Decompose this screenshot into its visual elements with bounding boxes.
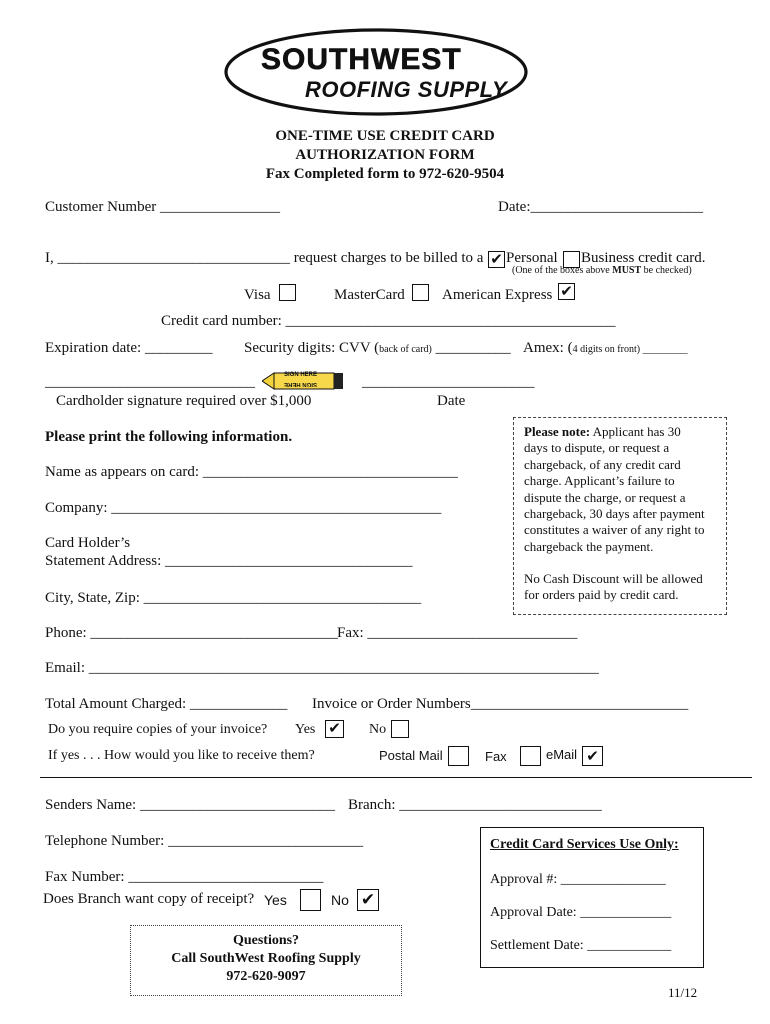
signature-line[interactable]: ____________________________: [45, 374, 255, 390]
logo-line1: SOUTHWEST: [261, 43, 462, 76]
receipt-no-checkbox[interactable]: [357, 889, 379, 911]
note-line: chargeback, of any credit card: [524, 456, 681, 472]
form-title: [0, 127, 770, 184]
amex-digits-field[interactable]: Amex: (4 digits on front) _________: [523, 340, 688, 356]
questions-box: [130, 925, 402, 996]
copies-question: Do you require copies of your invoice?: [48, 722, 268, 737]
note-line: chargeback the payment.: [524, 538, 654, 554]
fax-field[interactable]: Fax: ____________________________: [337, 625, 578, 641]
fax-option-checkbox[interactable]: [520, 746, 541, 766]
security-field[interactable]: Security digits: CVV (back of card) __________: [244, 340, 511, 356]
sender-name-field[interactable]: Senders Name: __________________________: [45, 797, 335, 813]
amex-label: American Express: [442, 287, 553, 303]
email-option-label: eMail: [546, 747, 578, 762]
note-line: dispute the charge, or request a: [524, 489, 686, 505]
receive-question: If yes . . . How would you like to receive them?: [48, 748, 315, 763]
name-on-card-field[interactable]: Name as appears on card: __________________________________: [45, 464, 458, 480]
invoice-numbers-field[interactable]: Invoice or Order Numbers_____________________________: [312, 696, 689, 712]
note-line: charge. Applicant’s failure to: [524, 473, 675, 489]
expiration-field[interactable]: Expiration date: _________: [45, 340, 213, 356]
mastercard-checkbox[interactable]: [412, 284, 429, 301]
approval-number-field[interactable]: Approval #: _______________: [490, 872, 666, 887]
note-line: chargeback, 30 days after payment: [524, 506, 705, 522]
amex-checkbox[interactable]: [558, 283, 575, 300]
phone-field[interactable]: Phone: _________________________________: [45, 625, 338, 641]
copies-yes-checkbox[interactable]: [325, 720, 344, 738]
fax-number-field[interactable]: Fax Number: __________________________: [45, 869, 324, 885]
city-state-zip-field[interactable]: City, State, Zip: _____________________________________: [45, 590, 422, 606]
email-field[interactable]: Email: ____________________________________________________________________: [45, 660, 599, 676]
note-box: [513, 417, 727, 615]
check-icon: ✔: [490, 250, 503, 268]
questions-heading: Questions?: [232, 933, 300, 948]
receipt-question: Does Branch want copy of receipt?: [43, 891, 255, 907]
personal-checkbox[interactable]: [488, 251, 505, 268]
note-text: [524, 424, 705, 555]
total-amount-field[interactable]: Total Amount Charged: _____________: [45, 696, 288, 712]
title-line1: ONE-TIME USE CREDIT CARD: [275, 128, 495, 144]
telephone-field[interactable]: Telephone Number: __________________________: [45, 833, 364, 849]
receipt-yes-checkbox[interactable]: [300, 889, 321, 911]
title-line2: AUTHORIZATION FORM: [295, 147, 475, 163]
cash-line: for orders paid by credit card.: [524, 587, 679, 603]
request-charges-field[interactable]: I, _______________________________ request charges to be billed to a: [45, 250, 484, 266]
questions-phone: 972-620-9097: [226, 969, 306, 984]
signature-date-line[interactable]: _______________________: [362, 374, 535, 390]
signature-date-label: Date: [437, 393, 466, 409]
title-line3: Fax Completed form to 972-620-9504: [265, 166, 505, 182]
date-field[interactable]: Date:_______________________: [498, 199, 703, 215]
mastercard-label: MasterCard: [334, 287, 405, 303]
visa-label: Visa: [244, 287, 271, 303]
note-line: days to dispute, or request a: [524, 440, 670, 456]
questions-company: Call SouthWest Roofing Supply: [171, 951, 361, 966]
copies-no-checkbox[interactable]: [391, 720, 409, 738]
approval-date-field[interactable]: Approval Date: _____________: [490, 905, 672, 920]
visa-checkbox[interactable]: [279, 284, 296, 301]
receipt-no-label: No: [331, 892, 349, 908]
personal-label: Personal: [506, 250, 558, 266]
business-label: Business credit card.: [581, 250, 706, 266]
postal-mail-checkbox[interactable]: [448, 746, 469, 766]
section-divider: [40, 777, 752, 778]
customer-number-field[interactable]: Customer Number ________________: [45, 199, 280, 215]
statement-address-field[interactable]: Statement Address: _________________________________: [45, 553, 413, 569]
company-field[interactable]: Company: ____________________________________________: [45, 500, 442, 516]
postal-mail-label: Postal Mail: [379, 748, 443, 763]
fax-option-label: Fax: [485, 749, 507, 764]
note-line: constitutes a waiver of any right to: [524, 522, 705, 538]
logo-line2: ROOFING SUPPLY: [305, 77, 508, 102]
sign-here-tab: [262, 371, 344, 391]
services-box: [480, 827, 704, 968]
branch-field[interactable]: Branch: ___________________________: [348, 797, 602, 813]
card-number-field[interactable]: Credit card number: ____________________________________________: [161, 313, 616, 329]
sign-here-bottom: SIGN HERE: [284, 381, 318, 387]
receipt-yes-label: Yes: [264, 892, 287, 908]
check-icon: ✔: [360, 890, 376, 910]
company-logo: [223, 27, 530, 117]
check-icon: ✔: [328, 719, 341, 737]
checkbox-note: (One of the boxes above MUST be checked): [512, 265, 692, 276]
check-icon: ✔: [560, 282, 573, 300]
cash-line: No Cash Discount will be allowed: [524, 571, 703, 586]
address-label: Card Holder’s: [45, 535, 131, 551]
settlement-date-field[interactable]: Settlement Date: ____________: [490, 938, 672, 953]
cash-discount-note: [524, 571, 703, 604]
copies-yes-label: Yes: [295, 722, 316, 737]
form-version: 11/12: [668, 985, 698, 1000]
services-title: Credit Card Services Use Only:: [490, 837, 679, 852]
note-line: Please note: Applicant has 30: [524, 424, 681, 439]
print-info-heading: Please print the following information.: [45, 429, 293, 445]
email-option-checkbox[interactable]: [582, 746, 603, 766]
check-icon: ✔: [586, 747, 599, 765]
signature-label: Cardholder signature required over $1,000: [56, 393, 312, 409]
sign-here-top: SIGN HERE: [284, 372, 318, 378]
copies-no-label: No: [369, 722, 387, 737]
